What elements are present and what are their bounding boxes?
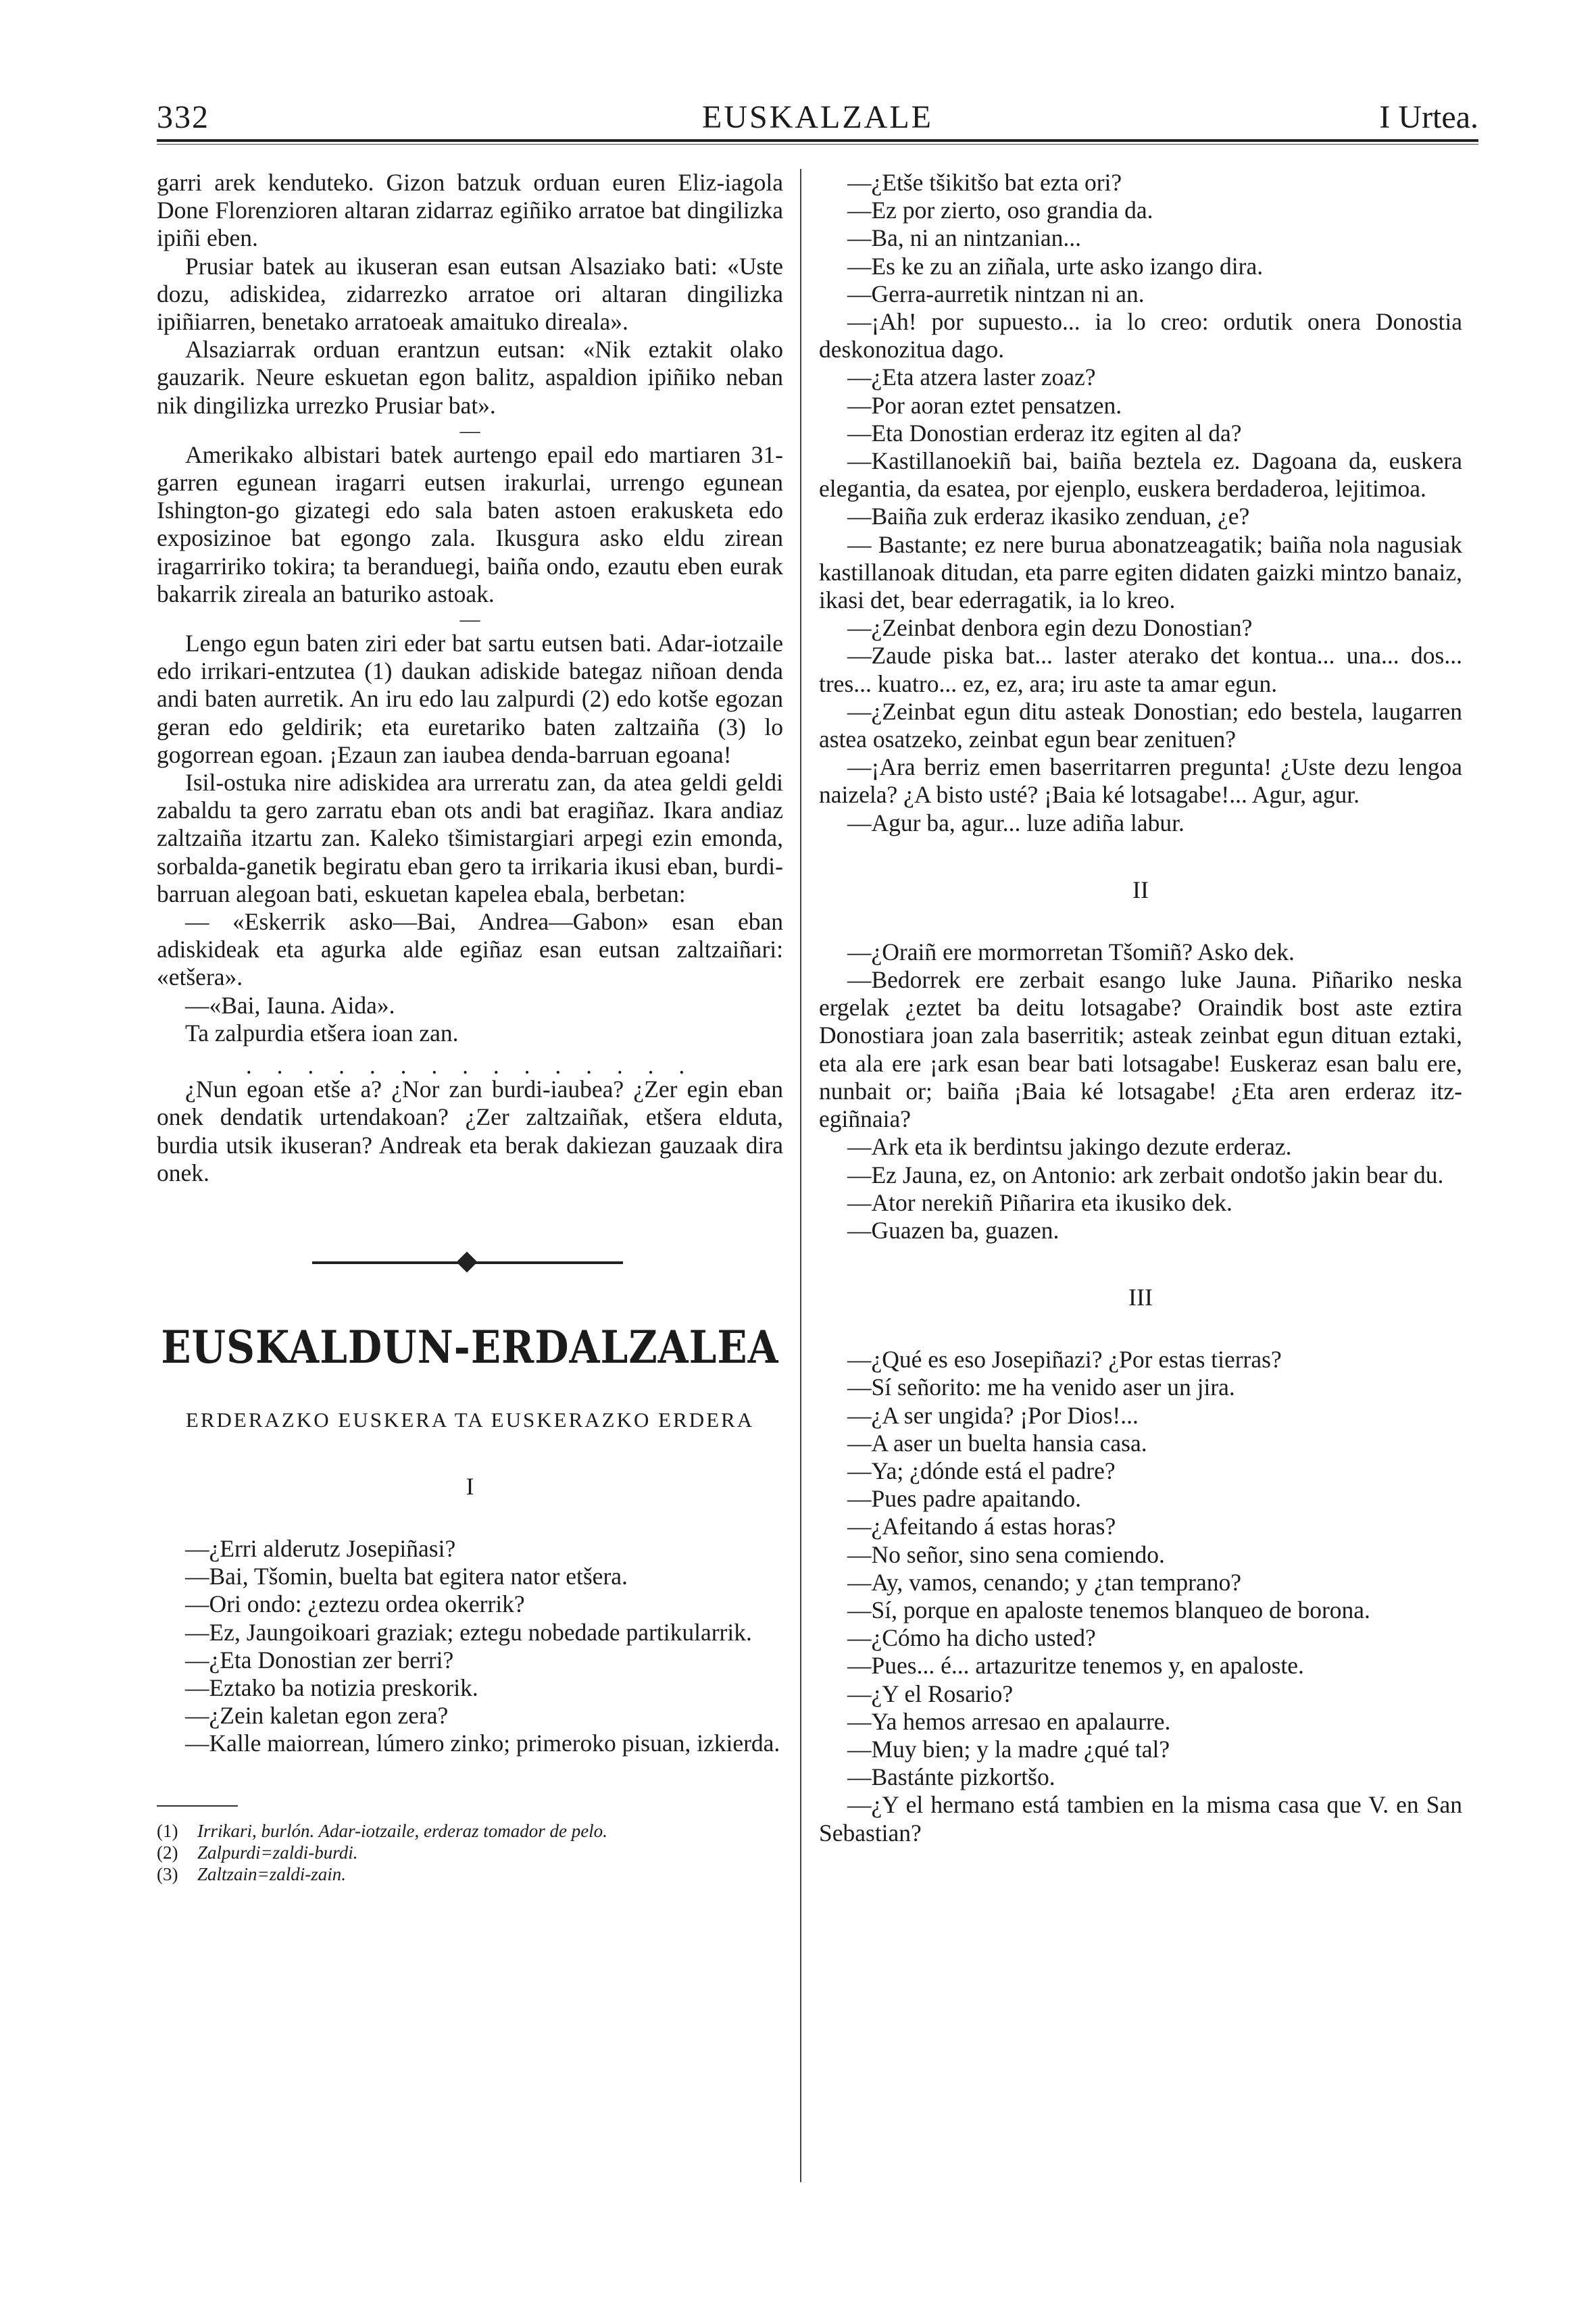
header-rule xyxy=(157,139,1478,142)
paragraph: Ta zalpurdia etšera ioan zan. xyxy=(185,1019,459,1047)
footnote-number: (3) xyxy=(157,1863,178,1884)
section-number: I xyxy=(466,1472,474,1500)
footnote-number: (2) xyxy=(157,1842,178,1863)
dialog-line: —Bedorrek ere zerbait esango luke Jauna. Piñariko neska ergelak ¿eztet ba deitu lotsagabe? Oraindik bost aste eztira Donostiara joan zala baserritik; asteak zeinbat egun dituan eztaki, eta ala ere ¡ark esan bear bati lotsagabe! Euskeraz esan balu ere, nunbait or; baiña ¡Baia ké lotsagabe! ¿Eta aren erderaz itz-egiñnaia? xyxy=(819,966,1462,1133)
paragraph: Isil-ostuka nire adiskidea ara urreratu zan, da atea geldi geldi zabaldu ta gero zarratu eban ots andi bat eragiñaz. Ikara andiaz zaltzaiña itzartu zan. Kaleko tšimistargiari arpegi ezin emonda, sorbalda-ganetik begiratu eban gero ta irrikaria ikusi eban, burdi-barruan alegoan bati, eskuetan kapelea ebala, berbetan: xyxy=(157,769,783,907)
ornament-diamond-icon xyxy=(456,1251,477,1272)
dialog-line: —¡Ah! por supuesto... ia lo creo: ordutik onera Donostia deskonozitua dago. xyxy=(819,308,1462,363)
dialog-line: —Sí, porque en apaloste tenemos blanqueo de borona. xyxy=(847,1596,1370,1624)
paragraph: Amerikako albistari batek aurtengo epail edo martiaren 31-garren egunean iragarri eutsen irakurlai, urrengo egunean Ishington-go gizategi edo sala baten astoen erakusketa edo exposizinoe bat egongo zala. Ikusgura asko eldu zirean iragarririko tokira; ta beranduegi, baiña ondo, ezautu eben eurak bakarrik zireala an baturiko astoak. xyxy=(157,441,783,607)
footnote-number: (1) xyxy=(157,1820,178,1841)
dialog-line: —Kalle maiorrean, lúmero zinko; primeroko pisuan, izkierda. xyxy=(185,1730,780,1757)
dialog-line: —Gerra-aurretik nintzan ni an. xyxy=(847,280,1145,307)
dialog-line: —¿Etše tšikitšo bat ezta ori? xyxy=(847,169,1122,196)
dialog-line: —¿Zeinbat egun ditu asteak Donostian; edo bestela, laugarren astea osatzeko, zeinbat egun bear zenituen? xyxy=(819,697,1462,753)
section-number: II xyxy=(1132,876,1149,903)
separator-dots: . . . . . . . . . . . . . . . xyxy=(245,1052,695,1080)
article-subtitle: ERDERAZKO EUSKERA TA EUSKERAZKO ERDERA xyxy=(185,1407,755,1432)
paragraph: — «Eskerrik asko—Bai, Andrea—Gabon» esan eban adiskideak eta agurka alde egiñaz esan eutsan zaltzaiñari: «etšera». xyxy=(157,908,783,991)
paragraph: ¿Nun egoan etše a? ¿Nor zan burdi-iaubea? ¿Zer egin eban onek dendatik urtendakoan? ¿Zer zaltzaiñak, etšera elduta, burdia utsik ikuseran? Andreak eta berak dakiezan gauzaak dira onek. xyxy=(157,1076,783,1186)
dialog-line: —Ark eta ik berdintsu jakingo dezute erderaz. xyxy=(847,1133,1292,1161)
dialog-line: —No señor, sino sena comiendo. xyxy=(847,1540,1165,1568)
volume-label: I Urtea. xyxy=(1379,99,1478,135)
separator-dash: — xyxy=(459,608,480,631)
dialog-line: —Bastánte pizkortšo. xyxy=(847,1763,1055,1791)
paragraph: Alsaziarrak orduan erantzun eutsan: «Nik eztakit olako gauzarik. Neure eskuetan egon balitz, aspaldion ipiñiko neban nik dingilizka urrezko Prusiar bat». xyxy=(157,336,783,419)
paragraph: Lengo egun baten ziri eder bat sartu eutsen bati. Adar-iotzaile edo irrikari-entzutea (1) daukan adiskide bategaz niñoan denda andi baten aurretik. An iru edo lau zalpurdi (2) edo kotše egozan geran edo geldirik; eta euretariko baten zaltzaiña (3) lo gogorrean egoan. ¡Ezaun zan iaubea denda-barruan egoana! xyxy=(157,630,783,768)
footnote-rule xyxy=(157,1805,238,1807)
dialog-line: —Ya; ¿dónde está el padre? xyxy=(847,1457,1116,1484)
dialog-line: —Ator nerekiñ Piñarira eta ikusiko dek. xyxy=(847,1188,1232,1216)
dialog-line: —Ya hemos arresao en apalaurre. xyxy=(847,1707,1171,1735)
dialog-line: —¿Eta Donostian zer berri? xyxy=(185,1646,454,1674)
footnote-text: Zaltzain=zaldi-zain. xyxy=(197,1863,347,1884)
dialog-line: —Es ke zu an ziñala, urte asko izango dira. xyxy=(847,252,1264,280)
dialog-line: —¿Oraiñ ere mormorretan Tšomiñ? Asko dek. xyxy=(847,938,1295,965)
page-header xyxy=(157,88,1478,135)
paragraph: garri arek kenduteko. Gizon batzuk orduan euren Eliz-iagola Done Florenzioren altaran zidarraz egiñiko arratoe bat dingilizka ipiñi eben. xyxy=(157,169,783,252)
dialog-line: —¿Y el hermano está tambien en la misma casa que V. en San Sebastian? xyxy=(819,1791,1462,1846)
dialog-line: —Muy bien; y la madre ¿qué tal? xyxy=(847,1735,1170,1763)
dialog-line: —Zaude piska bat... laster aterako det kontua... una... dos... tres... kuatro... ez, ez, ara; iru aste ta amar egun. xyxy=(819,642,1462,697)
dialog-line: —Ba, ni an nintzanian... xyxy=(847,224,1082,252)
section-number: III xyxy=(1128,1284,1153,1311)
dialog-line: —Kastillanoekiñ bai, baiña beztela ez. Dagoana da, euskera elegantia, da esatea, por ejenplo, euskera berdaderoa, lejitimoa. xyxy=(819,447,1462,503)
footnote xyxy=(157,1820,783,1842)
dialog-line: —Pues padre apaitando. xyxy=(847,1485,1082,1513)
dialog-line: —Ez Jauna, ez, on Antonio: ark zerbait ondotšo jakin bear du. xyxy=(847,1161,1444,1188)
dialog-line: —Sí señorito: me ha venido aser un jira. xyxy=(847,1374,1235,1401)
dialog-line: —¿Eta atzera laster zoaz? xyxy=(847,363,1096,391)
dialog-line: —Ez por zierto, oso grandia da. xyxy=(847,197,1153,224)
dialog-line: —Por aoran eztet pensatzen. xyxy=(847,391,1122,419)
dialog-line: —Baiña zuk erderaz ikasiko zenduan, ¿e? xyxy=(847,503,1250,530)
dialog-line: —¿Zein kaletan egon zera? xyxy=(185,1702,449,1730)
footnote xyxy=(157,1863,783,1885)
paragraph: Prusiar batek au ikuseran esan eutsan Alsaziako bati: «Uste dozu, adiskidea, zidarrezko arratoe ori altaran dingilizka ipiñiarren, benetako arratoeak amaituko direala». xyxy=(157,252,783,336)
ornament-divider xyxy=(157,1242,783,1283)
header-rule-thin xyxy=(157,144,1478,145)
dialog-line: —¿Y el Rosario? xyxy=(847,1680,1014,1707)
running-title: EUSKALZALE xyxy=(702,99,933,135)
dialog-line: —Eta Donostian erderaz itz egiten al da? xyxy=(847,419,1242,447)
dialog-line: —¿Qué es eso Josepiñazi? ¿Por estas tierras? xyxy=(847,1346,1282,1374)
dialog-line: —A aser un buelta hansia casa. xyxy=(847,1429,1147,1457)
separator-dash: — xyxy=(459,419,480,442)
dialog-line: — Bastante; ez nere burua abonatzeagatik; baiña nola nagusiak kastillanoak ditudan, eta parre egiten didaten gaizki mintzo banaiz, ikasi det, bear ederragatik, ia lo kreo. xyxy=(819,530,1462,614)
dialog-line: —Ay, vamos, cenando; y ¿tan temprano? xyxy=(847,1568,1241,1596)
left-column xyxy=(157,169,783,1885)
dialog-line: —¿A ser ungida? ¡Por Dios!... xyxy=(847,1401,1139,1429)
dialog-line: —Guazen ba, guazen. xyxy=(847,1216,1059,1244)
dialog-line: —Pues... é... artazuritze tenemos y, en apaloste. xyxy=(847,1652,1304,1680)
footnote-text: Zalpurdi=zaldi-burdi. xyxy=(197,1842,358,1863)
dialog-line: —¡Ara berriz emen baserritarren pregunta! ¿Uste dezu lengoa naizela? ¿A bisto usté? ¡Baia ké lotsagabe!... Agur, agur. xyxy=(819,753,1462,809)
dialog-line: —Bai, Tšomin, buelta bat egitera nator etšera. xyxy=(185,1563,628,1590)
paragraph: —«Bai, Iauna. Aida». xyxy=(185,991,395,1019)
dialog-line: —¿Afeitando á estas horas? xyxy=(847,1513,1116,1540)
page-number: 332 xyxy=(157,99,209,135)
dialog-line: —Eztako ba notizia preskorik. xyxy=(185,1674,478,1701)
dialog-line: —Agur ba, agur... luze adiña labur. xyxy=(847,809,1184,836)
dialog-line: —¿Cómo ha dicho usted? xyxy=(847,1624,1096,1652)
column-divider xyxy=(800,169,801,2182)
dialog-line: —¿Zeinbat denbora egin dezu Donostian? xyxy=(847,614,1253,642)
dialog-line: —Ori ondo: ¿eztezu ordea okerrik? xyxy=(185,1590,525,1618)
dialog-line: —Ez, Jaungoikoari graziak; eztegu nobedade partikularrik. xyxy=(185,1618,752,1646)
article-title: EUSKALDUN-ERDALZALEA xyxy=(161,1320,779,1374)
right-column xyxy=(819,169,1462,1847)
footnote-text: Irrikari, burlón. Adar-iotzaile, erderaz tomador de pelo. xyxy=(197,1820,607,1841)
dialog-line: —¿Erri alderutz Josepiñasi? xyxy=(185,1534,456,1562)
footnote xyxy=(157,1842,783,1863)
